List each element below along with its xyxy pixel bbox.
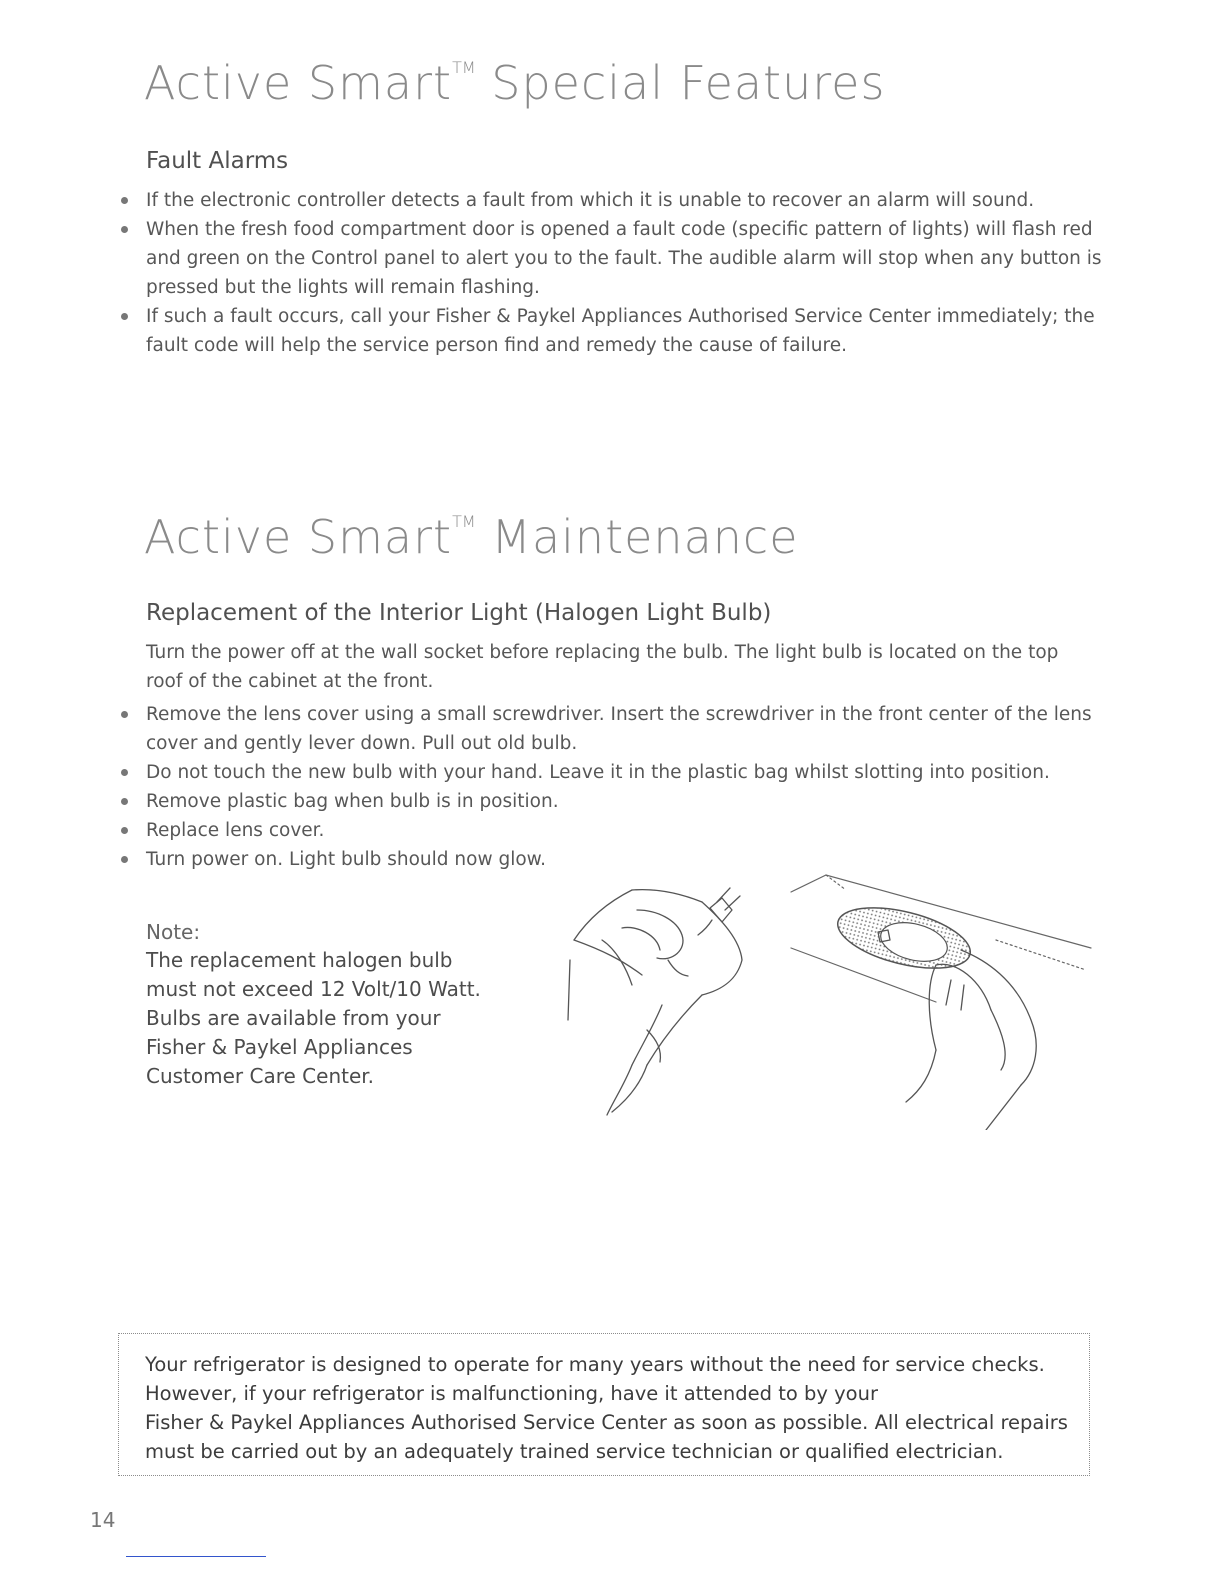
fault-alarms-list (116, 186, 1106, 360)
lens-cover-removal-illustration (786, 870, 1096, 1130)
note-block (146, 918, 546, 1091)
notice-line: must be carried out by an adequately trained service technician or qualified electrician. (145, 1440, 1004, 1463)
section-title-features: Active Smart™ Special Features (144, 56, 886, 110)
page-number: 14 (90, 1508, 116, 1532)
list-item: Replace lens cover. (116, 816, 1106, 845)
hand-holding-bulb-illustration (562, 880, 762, 1120)
subheading-replacement: Replacement of the Interior Light (Halogen Light Bulb) (146, 600, 772, 626)
note-line: The replacement halogen bulb (146, 948, 453, 972)
list-item: If the electronic controller detects a fault from which it is unable to recover an alarm will sound. (116, 186, 1106, 215)
note-label: Note: (146, 920, 201, 944)
notice-line: Your refrigerator is designed to operate for many years without the need for service checks. (145, 1353, 1045, 1376)
list-item: Turn power on. Light bulb should now glow. (116, 845, 1106, 874)
notice-line: Fisher & Paykel Appliances Authorised Service Center as soon as possible. All electrical repairs (145, 1411, 1068, 1434)
list-item: Remove plastic bag when bulb is in position. (116, 787, 1106, 816)
list-item: Remove the lens cover using a small screwdriver. Insert the screwdriver in the front center of the lens cover and gently lever down. Pull out old bulb. (116, 700, 1106, 758)
note-line: must not exceed 12 Volt/10 Watt. (146, 977, 481, 1001)
footer-rule (126, 1556, 266, 1557)
note-line: Customer Care Center. (146, 1064, 375, 1088)
subheading-fault-alarms: Fault Alarms (146, 148, 289, 174)
section-title-maintenance: Active Smart™ Maintenance (144, 510, 799, 564)
replacement-steps-list (116, 700, 1106, 874)
note-line: Fisher & Paykel Appliances (146, 1035, 413, 1059)
note-line: Bulbs are available from your (146, 1006, 441, 1030)
notice-line: However, if your refrigerator is malfunctioning, have it attended to by your (145, 1382, 878, 1405)
list-item: Do not touch the new bulb with your hand. Leave it in the plastic bag whilst slotting into position. (116, 758, 1106, 787)
list-item: If such a fault occurs, call your Fisher & Paykel Appliances Authorised Service Center immediately; the fault code will help the service person find and remedy the cause of failure. (116, 302, 1106, 360)
replacement-intro: Turn the power off at the wall socket before replacing the bulb. The light bulb is located on the top roof of the cabinet at the front. (146, 642, 1059, 692)
list-item: When the fresh food compartment door is opened a fault code (specific pattern of lights) will flash red and green on the Control panel to alert you to the fault. The audible alarm will stop when any button is pressed but the lights will remain flashing. (116, 215, 1106, 302)
service-notice-box (118, 1333, 1090, 1476)
